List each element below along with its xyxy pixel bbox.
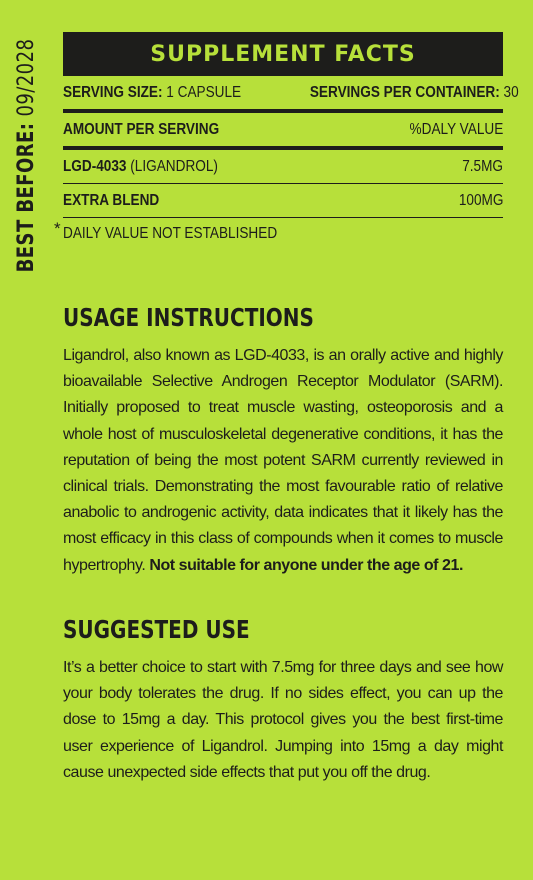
usage-instructions-body: Ligandrol, also known as LGD-4033, is an orally active and highly bioavailable Selective Androgen Receptor Modulator (SARM). Initially proposed to treat muscle wasting, osteoporosis and a whole host of musculoskeletal degenerative conditions, it has the reputation of being the most potent SARM currently reviewed in clinical trials. Demonstrating the most favourable ratio of relative anabolic to androgenic activity, data indicates that it likely has the most efficacy in this class of compounds when it comes to muscle hypertrophy. Not suitable for anyone under the age of 21. [63, 347, 503, 574]
ingredient-amount: 100MG [458, 191, 503, 209]
daily-value-header: %DALY VALUE [409, 120, 503, 138]
age-warning: Not suitable for anyone under the age of 21. [149, 556, 463, 574]
amount-header-row [63, 113, 503, 150]
servings-per-container-value: 30 [503, 83, 519, 101]
footnote-text: DAILY VALUE NOT ESTABLISHED [62, 225, 277, 242]
best-before-date: 09/2028 [13, 38, 39, 116]
usage-instructions-heading: USAGE INSTRUCTIONS [63, 303, 314, 332]
ingredient-amount: 7.5MG [462, 157, 503, 175]
servings-per-container-label: SERVINGS PER CONTAINER: [309, 83, 500, 101]
usage-instructions-section [63, 298, 503, 579]
ingredient-name: EXTRA BLEND [63, 191, 160, 209]
serving-size-label: SERVING SIZE: [63, 83, 163, 101]
amount-per-serving-header: AMOUNT PER SERVING [63, 120, 220, 138]
serving-size-value: 1 CAPSULE [166, 83, 242, 101]
suggested-use-section [63, 610, 503, 786]
facts-footnote [54, 218, 503, 250]
supplement-facts-panel [54, 32, 519, 250]
serving-row [63, 76, 519, 113]
suggested-use-body: It’s a better choice to start with 7.5mg for three days and see how your body tolerates the drug. If no sides effect, you can up the dose to 15mg a day. This protocol gives you the best first-time user experience of Ligandrol. Jumping into 15mg a day might cause unexpected side effects that put you off the drug. [63, 659, 503, 781]
ingredient-detail: (LIGANDROL) [130, 157, 218, 175]
suggested-use-heading: SUGGESTED USE [63, 615, 250, 644]
supplement-facts-title: SUPPLEMENT FACTS [63, 32, 503, 76]
best-before-label [8, 30, 44, 280]
ingredient-name: LGD-4033 [63, 157, 127, 175]
ingredient-row [63, 150, 503, 184]
best-before-prefix: BEST BEFORE: [13, 122, 39, 272]
ingredient-row [63, 184, 503, 218]
footnote-marker: * [54, 219, 61, 238]
